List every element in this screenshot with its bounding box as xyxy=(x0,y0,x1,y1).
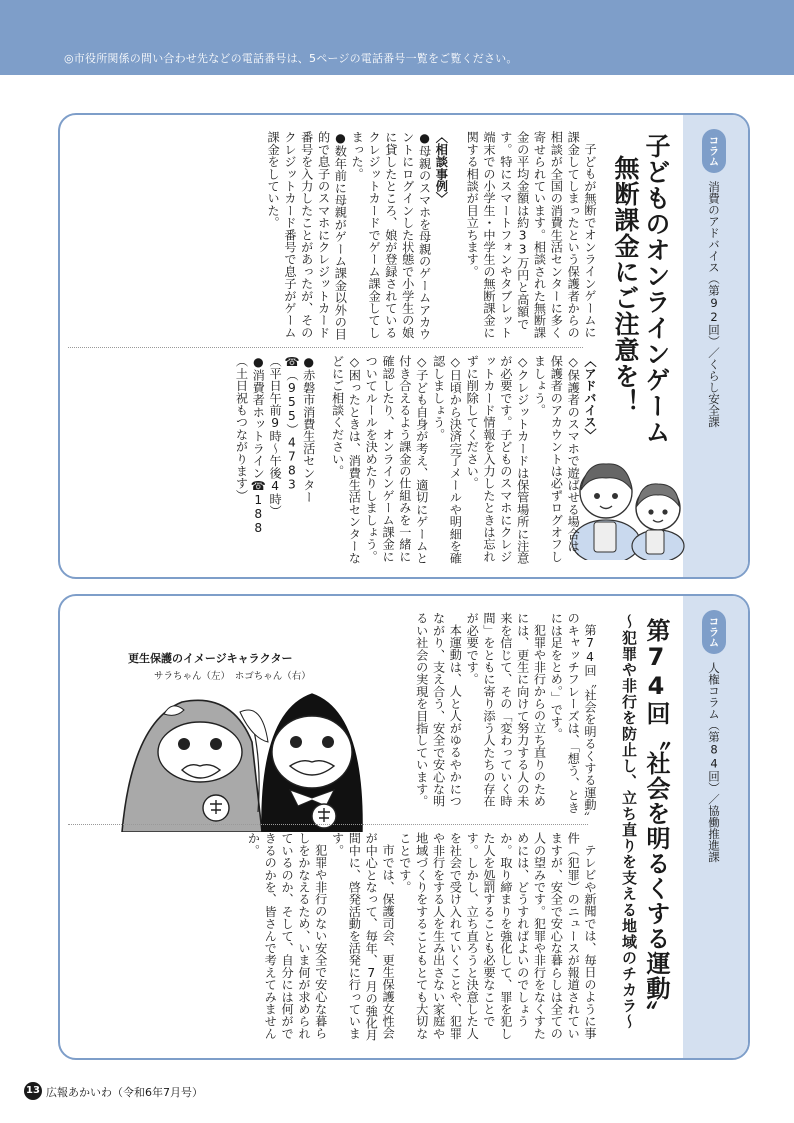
human-rights-column xyxy=(58,594,750,1060)
article-paragraph: 犯罪や非行からの立ち直りのためには、更生に向けて努力する人の未来を信じて、その「変わっていく時間」をともに寄り添う人たちの存在が必要です。 xyxy=(465,612,547,808)
column2-lower-text xyxy=(98,832,598,1046)
consumer-advice-column xyxy=(58,113,750,579)
character-names: サラちゃん（左） ホゴちゃん（右） xyxy=(154,671,311,682)
phone-notice: ◎市役所関係の問い合わせ先などの電話番号は、5ページの電話番号一覧をご覧ください。 xyxy=(64,52,518,65)
column-badge: コラム xyxy=(702,610,726,654)
mascot-characters-illustration xyxy=(112,682,372,832)
contact-item: （平日午前9時～午後4時） xyxy=(268,355,283,518)
column-title-line2: 無断課金にご注意を！ xyxy=(611,155,640,415)
case-heading: 〈相談事例〉 xyxy=(434,131,449,205)
column-title-line1: 子どものオンラインゲーム xyxy=(642,133,671,445)
contact-item: ☎（955）4783 xyxy=(284,355,299,492)
advice-heading: 〈アドバイス〉 xyxy=(583,355,597,441)
contact-item: ●消費者ホットライン☎188 xyxy=(251,355,266,535)
column-category: 人権コラム（第84回）／協働推進課 xyxy=(707,662,721,863)
case-item: ●母親のスマホを母親のゲームアカウントにログインした状態で小学生の娘に貸したところ、娘が登録されているクレジットカードでゲーム課金してしまった。 xyxy=(350,131,432,341)
advice-item: ◇日頃から決済完了メールや明細を確認しましょう。 xyxy=(431,355,463,565)
column1-lower-text xyxy=(118,355,598,565)
column-title-line1: 第74回〝社会を明るくする運動〟 xyxy=(642,618,670,1026)
page-number: 13 xyxy=(24,1082,42,1100)
contact-item: （土日祝もつながります） xyxy=(234,355,249,502)
article-paragraph: 本運動は、人と人がゆるやかにつながり、支え合う、安全で安心な明るい社会の実現を目指しています。 xyxy=(414,612,463,808)
column2-upper-text xyxy=(358,612,598,818)
advice-item: ◇子ども自身が考え、適切にゲームと付き合えるよう課金の仕組みを一緒に確認したり、オンラインゲーム課金についてルールを決めたりしましょう。 xyxy=(364,355,429,565)
character-caption: 更生保護のイメージキャラクター xyxy=(128,652,293,665)
publication-name: 広報あかいわ（令和6年7月号） xyxy=(46,1086,203,1099)
article-paragraph: 犯罪や非行のない安全で安心な暮らしをかなえるため、いま何が求められているのか、そして、自分には何ができるのかを、皆さんで考えてみませんか。 xyxy=(246,832,328,1040)
column1-upper-text xyxy=(198,131,598,341)
contact-item: ●赤磐市消費生活センター xyxy=(301,355,316,504)
article-paragraph: 市では、保護司会、更生保護女性会が中心となって、毎年、7月の強化月間中に、啓発活動を活発に行っています。 xyxy=(330,832,396,1042)
advice-item: ◇保護者のスマホで遊ばせる場合は、保護者のアカウントは必ずログオフしましょう。 xyxy=(532,355,581,565)
column-category: 消費のアドバイス（第92回）／くらし安全課 xyxy=(707,181,721,428)
advice-item: ◇困ったときは、消費生活センターなどにご相談ください。 xyxy=(330,355,362,565)
column-badge: コラム xyxy=(702,129,726,173)
advice-item: ◇クレジットカードは保管場所に注意が必要です。子どものスマホにクレジットカード情報を入力したときは忘れずに削除してください。 xyxy=(465,355,530,565)
column-title-line2: ～犯罪や非行を防止し、立ち直りを支える地域のチカラ～ xyxy=(620,614,638,1030)
article-paragraph: 第74回〝社会を明るくする運動〟のキャッチフレーズは、「想う、ときには足をとめ。」です。 xyxy=(549,612,597,817)
case-item: ●数年前に母親がゲーム課金以外の目的で息子のスマホにクレジットカード番号を入力したことがあったが、そのクレジットカード番号で息子がゲーム課金をしていた。 xyxy=(266,131,348,341)
article-paragraph: テレビや新聞では、毎日のように事件（犯罪）のニュースが報道されていますが、安全で安心な暮らしは全ての人の望みです。犯罪や非行をなくすためには、どうすればよいのでしょうか。取り締まりを強化して、罪を犯した人を処罰することも必要なことです。しかし、立ち直ろうと決意した人を社会で受け入れていくことや、犯罪や非行をする人を生み出さない家庭や地域づくりをすることもとても大切なことです。 xyxy=(397,832,597,1040)
intro-paragraph: 子どもが無断でオンラインゲームに課金してしまったという保護者からの相談が全国の消費生活センターに多く寄せられています。相談された無断課金の平均金額は約33万円と高額です。特にスマートフォンやタブレット端末での小学生・中学生の無断課金に関する相談が目立ちます。 xyxy=(465,131,597,339)
